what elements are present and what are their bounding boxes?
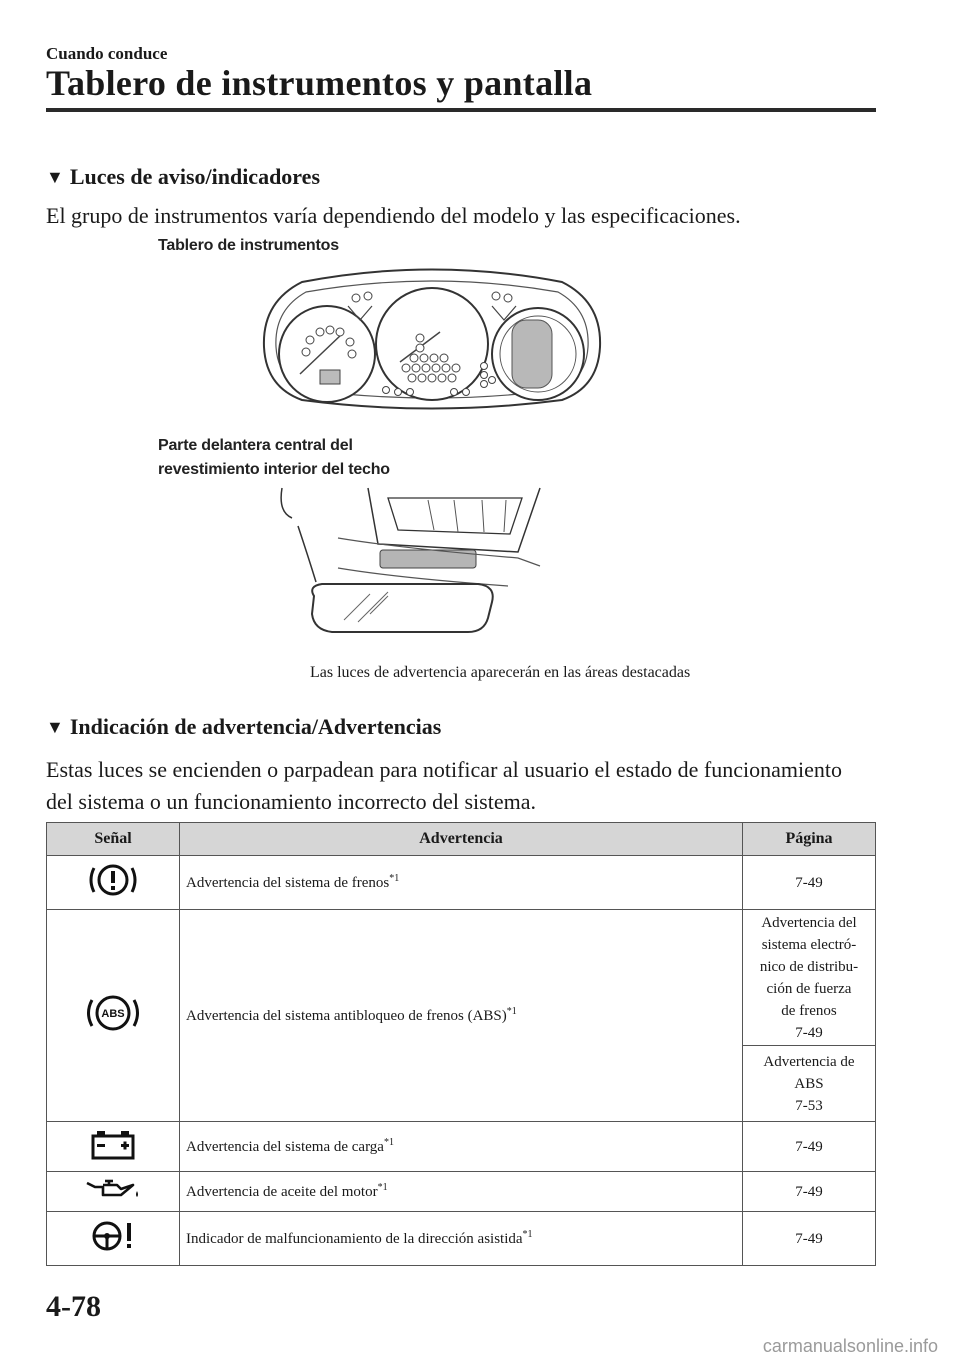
power-steering-icon (85, 1216, 141, 1256)
table-row: Advertencia del sistema de carga$^{*1}$ 7-49 (47, 1122, 876, 1172)
row-charging-desc: Advertencia del sistema de carga (186, 1139, 384, 1155)
row-steering-page: 7-49 (743, 1212, 876, 1266)
header-pagina: Página (743, 823, 876, 856)
svg-text:ABS: ABS (101, 1008, 125, 1020)
watermark: carmanualsonline.info (762, 1336, 938, 1356)
table-row: Indicador de malfuncionamiento de la dirección asistida$^{*1}$ 7-49 (47, 1212, 876, 1266)
row-abs-desc: Advertencia del sistema antibloqueo de frenos (ABS) (186, 1008, 507, 1024)
figure-caption: Las luces de advertencia aparecerán en las áreas destacadas (310, 664, 691, 681)
row-abs-page-b: Advertencia de ABS 7-53 (743, 1046, 876, 1122)
oil-can-icon (81, 1175, 145, 1203)
table-row: ABS Advertencia del sistema antibloqueo de frenos (ABS)$^{*1}$ Advertencia del sistema electró- nico de distribu- ción de fuerza de frenos 7-49 (47, 910, 876, 1046)
row-charging-page: 7-49 (743, 1122, 876, 1172)
row-brake-desc: Advertencia del sistema de frenos (186, 875, 390, 891)
battery-charging-icon (85, 1126, 141, 1162)
page-title: Tablero de instrumentos y pantalla (46, 63, 593, 103)
running-head: Cuando conduce (46, 44, 168, 63)
triangle-marker-icon: ▼ (46, 167, 64, 187)
section-text-estas-luces: Estas luces se encienden o parpadean para notificar al usuario el estado de funcionamiento del sistema o un funcionamiento incorrecto del sistema. (46, 757, 842, 814)
roof-console-illustration (278, 486, 550, 636)
figure-label-roof: Parte delantera central del revestimiento interior del techo (158, 437, 390, 478)
page-number: 4-78 (46, 1290, 101, 1323)
header-advertencia: Advertencia (180, 823, 743, 856)
header-senal: Señal (47, 823, 180, 856)
row-oil-page: 7-49 (743, 1172, 876, 1212)
brake-warning-icon (85, 860, 141, 900)
instrument-cluster-illustration (262, 262, 602, 412)
row-brake-page: 7-49 (743, 856, 876, 910)
row-oil-desc: Advertencia de aceite del motor (186, 1184, 378, 1200)
section-heading-luces: ▼ Luces de aviso/indicadores (46, 164, 321, 189)
table-row: Advertencia de aceite del motor$^{*1}$ 7-49 (47, 1172, 876, 1212)
title-rule (46, 108, 876, 112)
table-row: Advertencia del sistema de frenos$^{*1}$ 7-49 (47, 856, 876, 910)
row-steering-desc: Indicador de malfuncionamiento de la dirección asistida (186, 1231, 523, 1247)
abs-warning-icon (82, 991, 144, 1035)
section-text-grupo: El grupo de instrumentos varía dependiendo del modelo y las especificaciones. (46, 203, 741, 228)
table-header-row (47, 823, 876, 856)
row-abs-page-a: Advertencia del sistema electró- nico de distribu- ción de fuerza de frenos 7-49 (743, 910, 876, 1046)
triangle-marker-icon: ▼ (46, 717, 64, 737)
figure-label-dashboard: Tablero de instrumentos (158, 237, 339, 254)
warning-table (46, 822, 876, 1266)
section-heading-indicacion: ▼ Indicación de advertencia/Advertencias (46, 714, 442, 739)
